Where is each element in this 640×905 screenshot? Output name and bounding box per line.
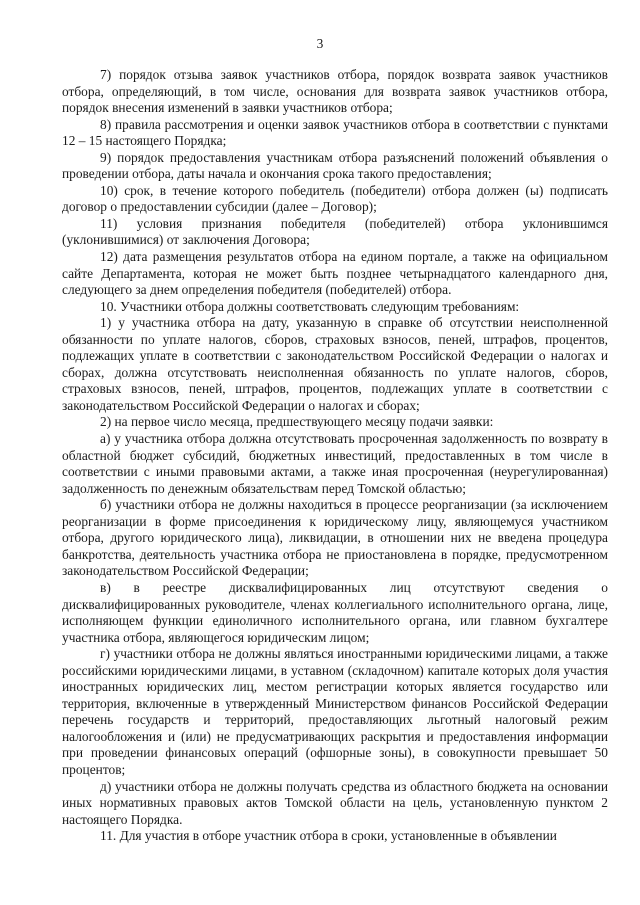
paragraph-req-1-tax-obligations: 1) у участника отбора на дату, указанную в справке об отсутствии неисполненной обязанности по уплате налогов, сборов, страховых взносов, пеней, штрафов, процентов, подлежащих уплате в соответствии с законодательством Российской Федерации о налогах и сборах, должна отсутствовать неисполненная обязанность по уплате налогов, сборов, страховых взносов, пеней, штрафов, процентов, подлежащих уплате в соответствии с законодательством Российской Федерации о налогах и сборах; (62, 315, 608, 413)
paragraph-item-9-clarifications: 9) порядок предоставления участникам отбора разъяснений положений объявления о проведении отбора, даты начала и окончания срока такого предоставления; (62, 149, 608, 182)
paragraph-req-2a-overdue-debt: а) у участника отбора должна отсутствовать просроченная задолженность по возврату в областной бюджет субсидий, бюджетных инвестиций, предоставленных в том числе в соответствии с иными правовыми актами, а также иная просроченная (неурегулированная) задолженность по денежным обязательствам перед Томской областью; (62, 431, 608, 496)
page-number: 3 (316, 36, 324, 51)
paragraph-clause-11-participation: 11. Для участия в отборе участник отбора в сроки, установленные в объявлении (100, 828, 557, 844)
paragraph-clause-10-requirements: 10. Участники отбора должны соответствовать следующим требованиям: (100, 298, 520, 314)
paragraph-item-8-evaluation-rules: 8) правила рассмотрения и оценки заявок участников отбора в соответствии с пунктами 12 – 15 настоящего Порядка; (62, 116, 608, 149)
paragraph-req-2v-disqualified-registry: в) в реестре дисквалифицированных лиц отсутствуют сведения о дисквалифицированных руководителе, членах коллегиального исполнительного органа, лице, исполняющем функции единоличного исполнительного органа, или главном бухгалтере участника отбора, являющегося юридическим лицом; (62, 579, 608, 645)
paragraph-item-12-results-date: 12) дата размещения результатов отбора на едином портале, а также на официальном сайте Департамента, которая не может быть позднее четырнадцатого календарного дня, следующего за днем определения победителя (победителей) отбора. (62, 249, 608, 298)
paragraph-req-2d-regional-budget: д) участники отбора не должны получать средства из областного бюджета на основании иных нормативных правовых актов Томской области на цель, установленную пунктом 2 настоящего Порядка. (62, 778, 608, 827)
paragraph-req-2-first-day: 2) на первое число месяца, предшествующего месяцу подачи заявки: (100, 414, 494, 430)
paragraph-item-10-signing-term: 10) срок, в течение которого победитель (победители) отбора должен (ы) подписать договор о предоставлении субсидии (далее – Договор); (62, 182, 608, 215)
paragraph-req-2g-foreign-entities: г) участники отбора не должны являться иностранными юридическими лицами, а также российскими юридическими лицами, в уставном (складочном) капитале которых доля участия иностранных юридических лиц, местом регистрации которых является государство или территория, включенные в утвержденный Министерством финансов Российской Федерации перечень государств и территорий, предоставляющих льготный налоговый режим налогообложения и (или) не предусматривающих раскрытия и предоставления информации при проведении финансовых операций (офшорные зоны), в совокупности превышает 50 процентов; (62, 646, 608, 777)
document-body (62, 67, 608, 845)
paragraph-item-7-withdrawal: 7) порядок отзыва заявок участников отбора, порядок возврата заявок участников отбора, определяющий, в том числе, основания для возврата заявок участников отбора, порядок внесения изменений в заявки участников отбора; (62, 67, 608, 116)
paragraph-req-2b-reorganization: б) участники отбора не должны находиться в процессе реорганизации (за исключением реорганизации в форме присоединения к юридическому лицу, являющемуся участником отбора, другого юридического лица), ликвидации, в отношении них не введена процедура банкротства, деятельность участника отбора не приостановлена в порядке, предусмотренном законодательством Российской Федерации; (62, 497, 608, 579)
paragraph-item-11-evasion-conditions: 11) условия признания победителя (победителей) отбора уклонившимся (уклонившимися) от заключения Договора; (62, 215, 608, 248)
